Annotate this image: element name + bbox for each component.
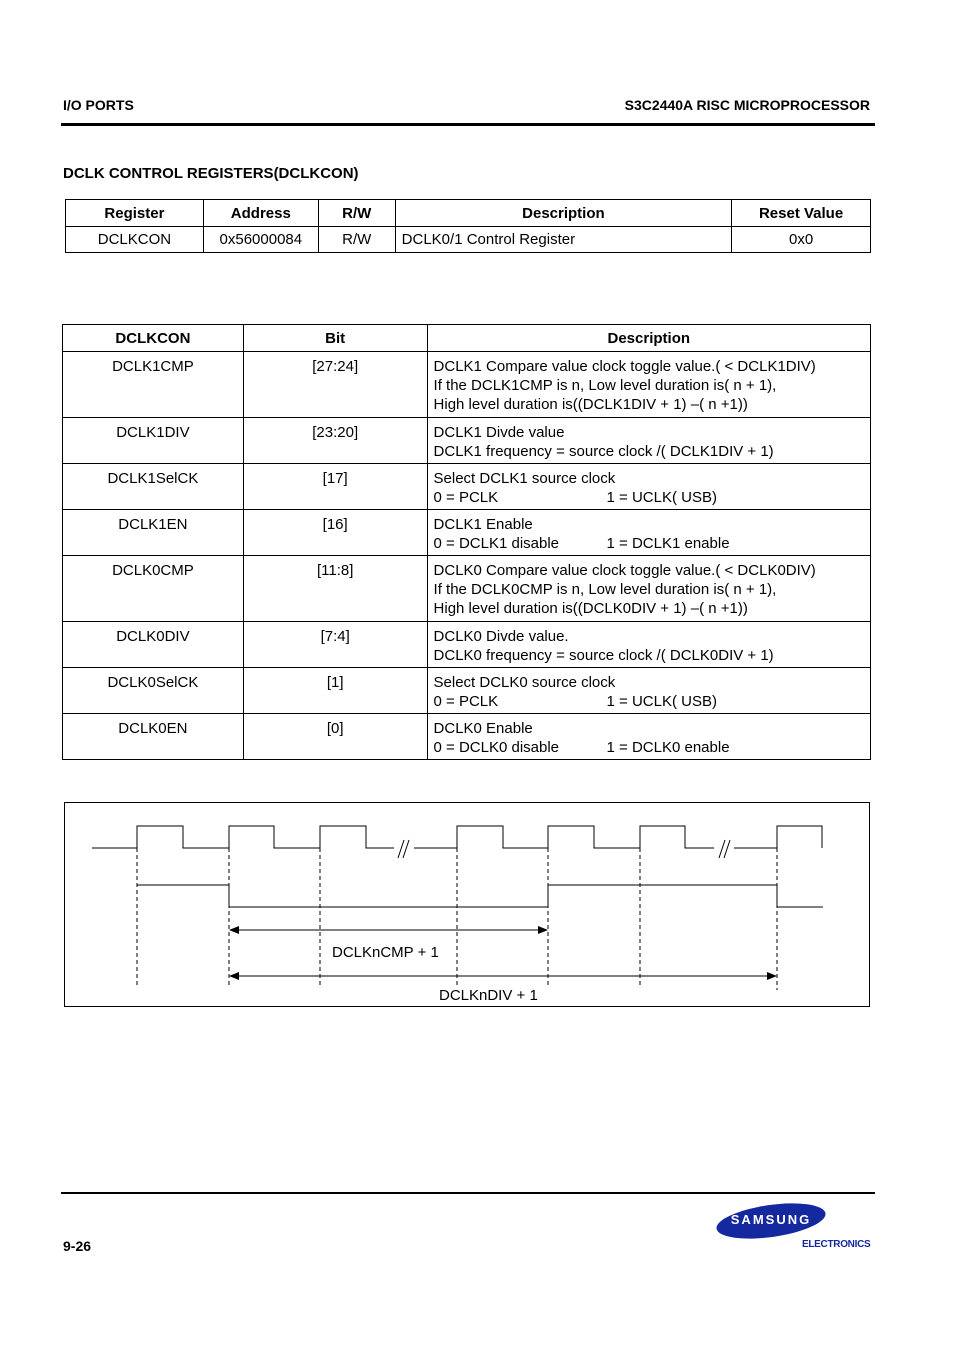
desc-line: If the DCLK1CMP is n, Low level duration is( n + 1), xyxy=(433,377,777,394)
col-header: Bit xyxy=(243,325,427,352)
field-name: DCLK0DIV xyxy=(63,622,244,668)
source-clock-wave xyxy=(92,826,394,848)
option-0: 0 = DCLK1 disable xyxy=(433,535,560,552)
cell-address: 0x56000084 xyxy=(203,227,318,253)
guide-lines xyxy=(137,848,777,990)
option-1: 1 = UCLK( USB) xyxy=(606,489,717,506)
field-name: DCLK1EN xyxy=(63,510,244,556)
desc-line: DCLK1 Divde value xyxy=(433,424,565,441)
field-name: DCLK0EN xyxy=(63,714,244,760)
col-header: Description xyxy=(427,325,870,352)
table-header-row xyxy=(66,200,871,227)
field-bit: [11:8] xyxy=(243,556,427,622)
header-section: I/O PORTS xyxy=(63,97,134,113)
field-description xyxy=(427,464,870,510)
desc-options xyxy=(434,692,870,711)
col-header: Reset Value xyxy=(732,200,871,227)
field-bit: [7:4] xyxy=(243,622,427,668)
cmp-label: DCLKnCMP + 1 xyxy=(332,944,439,961)
bit-field-table xyxy=(62,324,871,760)
register-table xyxy=(65,199,871,253)
field-description xyxy=(427,556,870,622)
timing-svg xyxy=(64,802,870,1007)
header-rule xyxy=(61,123,875,126)
header-title: S3C2440A RISC MICROPROCESSOR xyxy=(624,97,870,113)
table-row xyxy=(63,418,871,464)
samsung-logo xyxy=(714,1202,828,1240)
desc-line: Select DCLK1 source clock xyxy=(433,470,616,487)
desc-line: DCLK0 Enable xyxy=(433,720,533,737)
section-title: DCLK CONTROL REGISTERS(DCLKCON) xyxy=(63,165,359,182)
option-0: 0 = PCLK xyxy=(433,693,499,710)
table-row xyxy=(63,510,871,556)
cell-reset: 0x0 xyxy=(732,227,871,253)
desc-line: High level duration is((DCLK0DIV + 1) –( n +1)) xyxy=(433,600,748,617)
cell-rw: R/W xyxy=(318,227,395,253)
desc-line: DCLK0 Compare value clock toggle value.( < DCLK0DIV) xyxy=(433,562,816,579)
col-header: Description xyxy=(395,200,731,227)
desc-line: Select DCLK0 source clock xyxy=(433,674,616,691)
option-1: 1 = DCLK1 enable xyxy=(606,535,730,552)
desc-line: DCLK1 Compare value clock toggle value.( < DCLK1DIV) xyxy=(433,358,816,375)
table-header-row xyxy=(63,325,871,352)
source-clock-wave-2 xyxy=(414,826,714,848)
desc-line: DCLK0 frequency = source clock /( DCLK0DIV + 1) xyxy=(433,647,774,664)
desc-line: High level duration is((DCLK1DIV + 1) –( n +1)) xyxy=(433,396,748,413)
col-header: DCLKCON xyxy=(63,325,244,352)
table-row xyxy=(63,464,871,510)
field-description xyxy=(427,668,870,714)
field-description xyxy=(427,352,870,418)
desc-options xyxy=(434,738,870,757)
option-0: 0 = PCLK xyxy=(433,489,499,506)
timing-diagram xyxy=(64,802,870,1007)
desc-options xyxy=(434,488,870,507)
logo-text: SAMSUNG xyxy=(730,1212,812,1227)
logo-subtext: ELECTRONICS xyxy=(802,1239,871,1250)
div-label: DCLKnDIV + 1 xyxy=(439,987,538,1004)
cell-register: DCLKCON xyxy=(66,227,204,253)
col-header: Address xyxy=(203,200,318,227)
desc-line: DCLK1 Enable xyxy=(433,516,533,533)
field-bit: [17] xyxy=(243,464,427,510)
dclk-output-wave xyxy=(137,885,823,907)
desc-options xyxy=(434,534,870,553)
desc-line: DCLK0 Divde value. xyxy=(433,628,569,645)
footer-rule xyxy=(61,1192,875,1194)
source-clock-wave-3 xyxy=(734,826,822,848)
table-row xyxy=(63,556,871,622)
col-header: R/W xyxy=(318,200,395,227)
page-number: 9-26 xyxy=(63,1238,92,1254)
table-row xyxy=(63,622,871,668)
table-row xyxy=(63,668,871,714)
desc-line: If the DCLK0CMP is n, Low level duration is( n + 1), xyxy=(433,581,777,598)
option-0: 0 = DCLK0 disable xyxy=(433,739,560,756)
option-1: 1 = UCLK( USB) xyxy=(606,693,717,710)
field-bit: [23:20] xyxy=(243,418,427,464)
table-row xyxy=(63,352,871,418)
field-description xyxy=(427,714,870,760)
field-name: DCLK1CMP xyxy=(63,352,244,418)
field-description xyxy=(427,510,870,556)
field-name: DCLK1SelCK xyxy=(63,464,244,510)
table-row xyxy=(66,227,871,253)
break-mark-icon xyxy=(719,840,730,858)
field-bit: [16] xyxy=(243,510,427,556)
field-bit: [27:24] xyxy=(243,352,427,418)
desc-line: DCLK1 frequency = source clock /( DCLK1DIV + 1) xyxy=(433,443,774,460)
option-1: 1 = DCLK0 enable xyxy=(606,739,730,756)
cell-description: DCLK0/1 Control Register xyxy=(395,227,731,253)
col-header: Register xyxy=(66,200,204,227)
field-bit: [0] xyxy=(243,714,427,760)
break-mark-icon xyxy=(398,840,409,858)
field-description xyxy=(427,418,870,464)
field-name: DCLK0CMP xyxy=(63,556,244,622)
field-name: DCLK0SelCK xyxy=(63,668,244,714)
field-description xyxy=(427,622,870,668)
field-name: DCLK1DIV xyxy=(63,418,244,464)
field-bit: [1] xyxy=(243,668,427,714)
table-row xyxy=(63,714,871,760)
